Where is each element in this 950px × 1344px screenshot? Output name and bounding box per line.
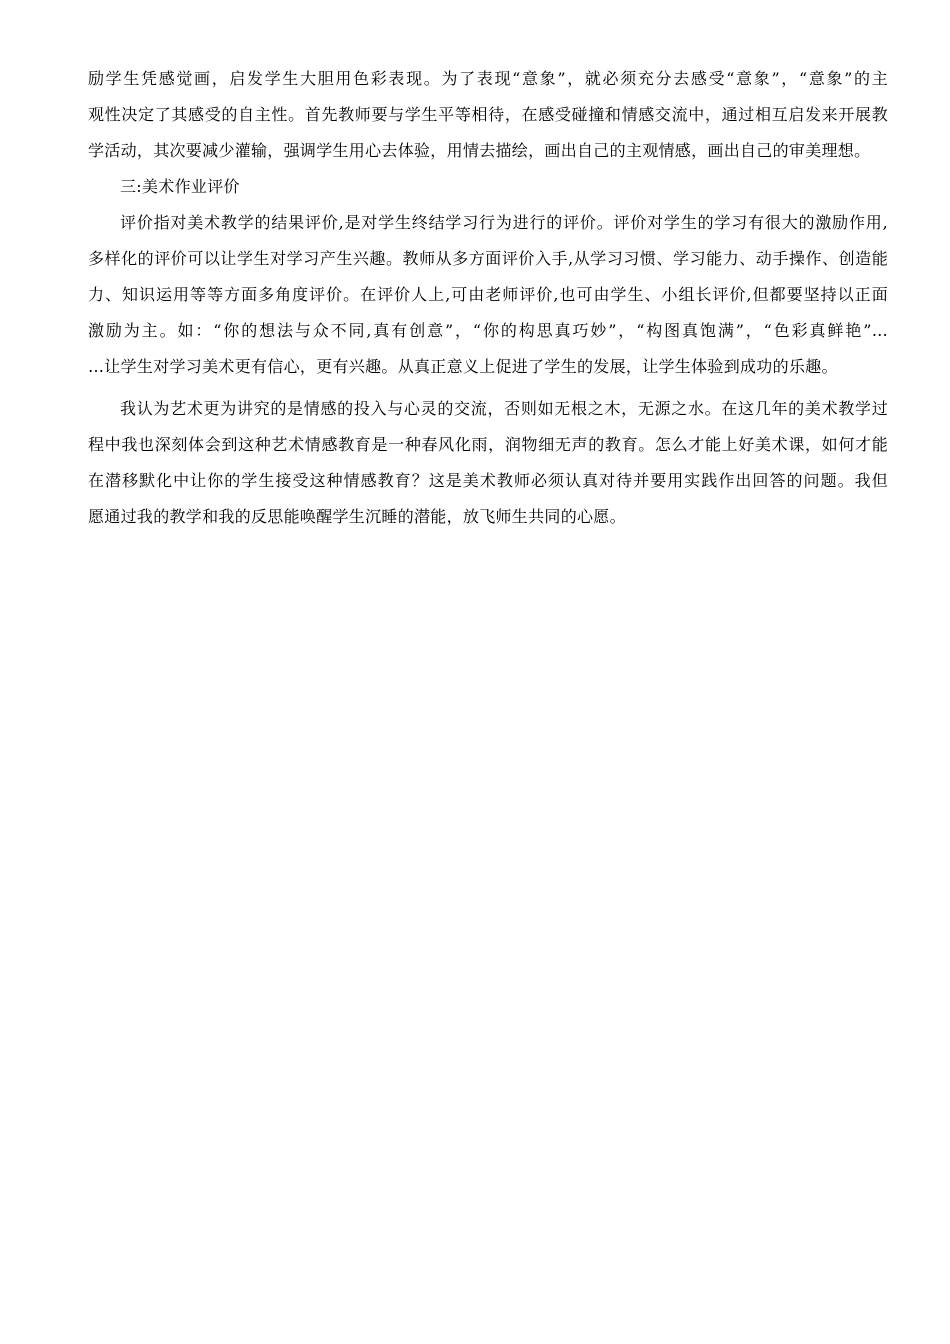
text-line: 学活动，其次要减少灌输，强调学生用心去体验，用情去描绘，画出自己的主观情感，画出自己的审美理想。 — [88, 141, 871, 160]
text-line: 我认为艺术更为讲究的是情感的投入与心灵的交流，否则如无根之木，无源之水。在这几年的美术教学过 — [120, 399, 888, 418]
section-heading: 三:美术作业评价 — [120, 177, 240, 196]
text-line: 愿通过我的教学和我的反思能唤醒学生沉睡的潜能，放飞师生共同的心愿。 — [88, 507, 626, 526]
text-line: 评价指对美术教学的结果评价,是对学生终结学习行为进行的评价。评价对学生的学习有很大的激励作用, — [120, 213, 888, 232]
text-line: 励学生凭感觉画，启发学生大胆用色彩表现。为了表现“意象”，就必须充分去感受“意象”，“意象”的主 — [88, 69, 888, 88]
text-line: 激励为主。如：“你的想法与众不同,真有创意”，“你的构思真巧妙”，“构图真饱满”，“色彩真鲜艳”… — [88, 321, 888, 340]
text-line: 观性决定了其感受的自主性。首先教师要与学生平等相待，在感受碰撞和情感交流中，通过相互启发来开展教 — [88, 105, 888, 124]
text-line: 程中我也深刻体会到这种艺术情感教育是一种春风化雨，润物细无声的教育。怎么才能上好美术课，如何才能 — [88, 435, 888, 454]
text-line: …让学生对学习美术更有信心，更有兴趣。从真正意义上促进了学生的发展，让学生体验到成功的乐趣。 — [88, 357, 838, 376]
text-line: 多样化的评价可以让学生对学习产生兴趣。教师从多方面评价入手,从学习习惯、学习能力、动手操作、创造能 — [88, 249, 888, 268]
text-line: 在潜移默化中让你的学生接受这种情感教育？这是美术教师必须认真对待并要用实践作出回答的问题。我但 — [88, 471, 888, 490]
text-line: 力、知识运用等等方面多角度评价。在评价人上,可由老师评价,也可由学生、小组长评价,但都要坚持以正面 — [88, 285, 888, 304]
